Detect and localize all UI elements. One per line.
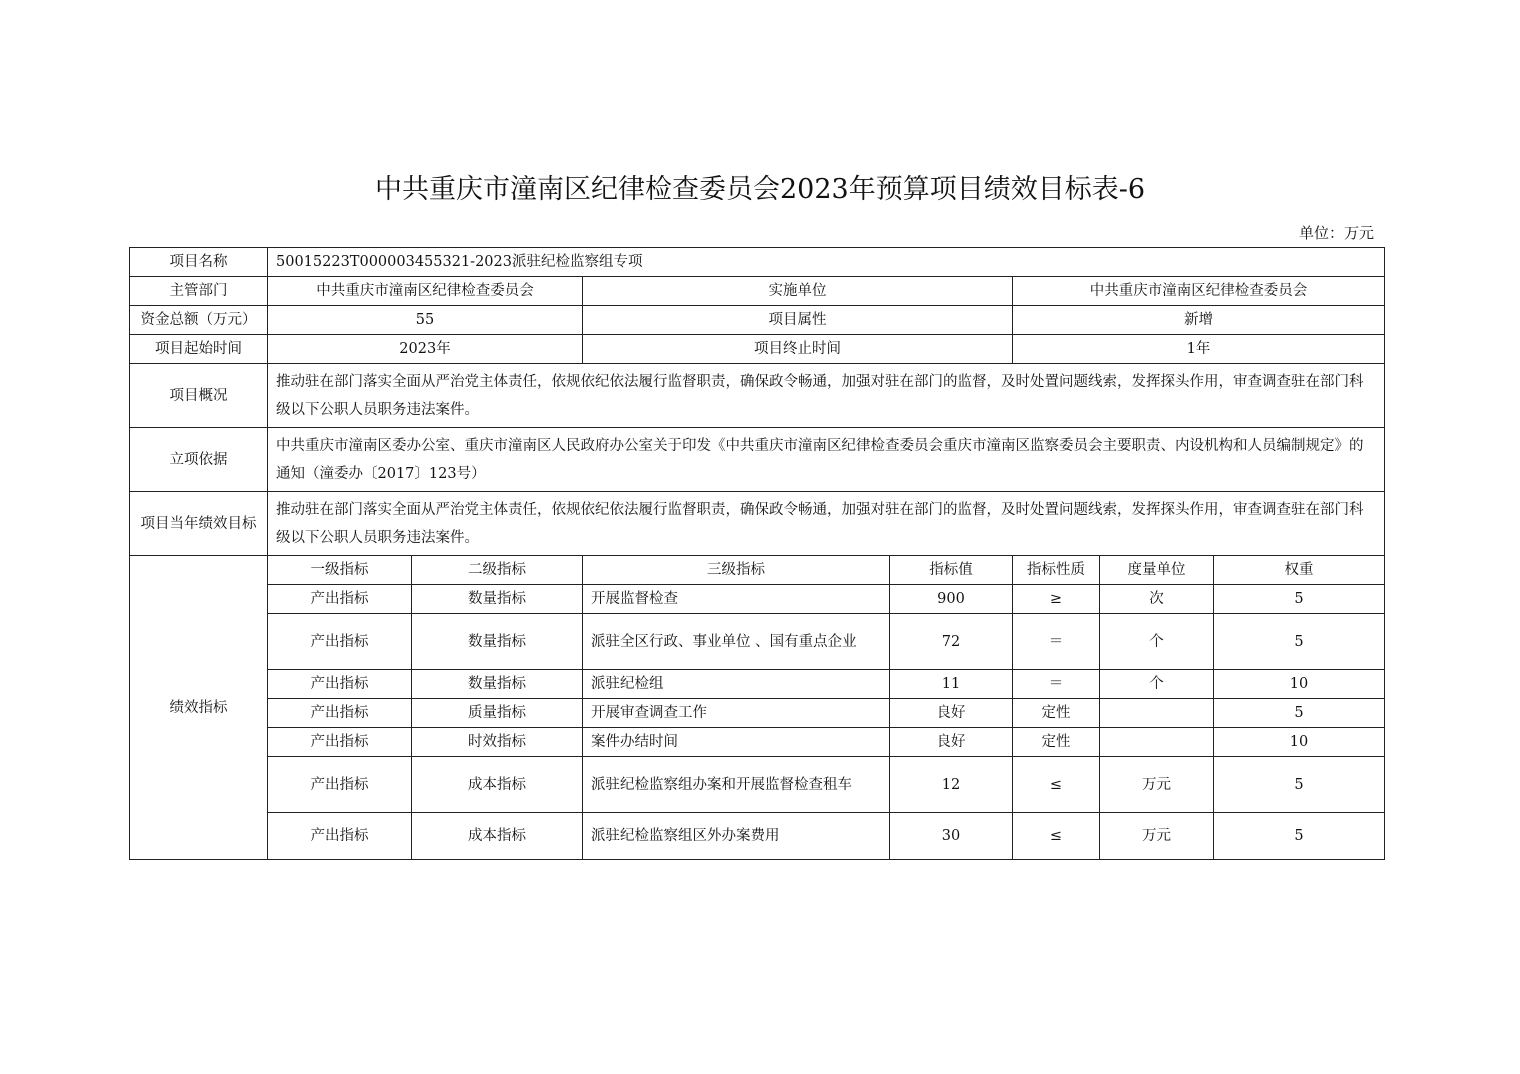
cell-unit: 万元	[1100, 757, 1214, 813]
cell-level2: 时效指标	[412, 728, 583, 757]
cell-level3: 派驻纪检监察组办案和开展监督检查租车	[583, 757, 890, 813]
table-row	[130, 757, 1385, 813]
cell-level1: 产出指标	[268, 757, 412, 813]
row-project-name	[130, 248, 1385, 277]
table-row	[130, 614, 1385, 670]
header-level3: 三级指标	[583, 556, 890, 585]
cell-weight: 5	[1214, 585, 1385, 614]
table-row	[130, 728, 1385, 757]
cell-level2: 数量指标	[412, 585, 583, 614]
cell-value: 11	[890, 670, 1013, 699]
cell-nature: 定性	[1013, 728, 1100, 757]
cell-level2: 数量指标	[412, 670, 583, 699]
start-value: 2023年	[268, 335, 583, 364]
header-weight: 权重	[1214, 556, 1385, 585]
overview-value: 推动驻在部门落实全面从严治党主体责任，依规依纪依法履行监督职责，确保政令畅通，加强对驻在部门的监督，及时处置问题线索，发挥探头作用，审查调查驻在部门科级以下公职人员职务违法案件。	[268, 364, 1385, 428]
overview-label: 项目概况	[130, 364, 268, 428]
project-name-value: 50015223T000003455321-2023派驻纪检监察组专项	[268, 248, 1385, 277]
row-time	[130, 335, 1385, 364]
cell-unit: 次	[1100, 585, 1214, 614]
cell-weight: 5	[1214, 699, 1385, 728]
cell-unit: 个	[1100, 614, 1214, 670]
cell-weight: 5	[1214, 614, 1385, 670]
goal-value: 推动驻在部门落实全面从严治党主体责任，依规依纪依法履行监督职责，确保政令畅通，加强对驻在部门的监督，及时处置问题线索，发挥探头作用，审查调查驻在部门科级以下公职人员职务违法案件。	[268, 492, 1385, 556]
project-name-label: 项目名称	[130, 248, 268, 277]
attr-label: 项目属性	[583, 306, 1013, 335]
cell-unit: 万元	[1100, 813, 1214, 860]
indicators-section-label: 绩效指标	[130, 556, 268, 860]
cell-level3: 开展审查调查工作	[583, 699, 890, 728]
row-overview	[130, 364, 1385, 428]
page-title: 中共重庆市潼南区纪律检查委员会2023年预算项目绩效目标表-6	[374, 174, 1145, 205]
cell-weight: 5	[1214, 813, 1385, 860]
impl-value: 中共重庆市潼南区纪律检查委员会	[1013, 277, 1385, 306]
cell-nature: ≥	[1013, 585, 1100, 614]
cell-level3: 派驻纪检监察组区外办案费用	[583, 813, 890, 860]
cell-level2: 成本指标	[412, 813, 583, 860]
header-level2: 二级指标	[412, 556, 583, 585]
cell-nature: ≤	[1013, 757, 1100, 813]
end-value: 1年	[1013, 335, 1385, 364]
header-unit: 度量单位	[1100, 556, 1214, 585]
impl-label: 实施单位	[583, 277, 1013, 306]
row-goal	[130, 492, 1385, 556]
cell-weight: 5	[1214, 757, 1385, 813]
cell-level1: 产出指标	[268, 585, 412, 614]
performance-target-table	[129, 247, 1385, 860]
cell-level1: 产出指标	[268, 699, 412, 728]
cell-level1: 产出指标	[268, 813, 412, 860]
cell-nature: ＝	[1013, 670, 1100, 699]
funds-label: 资金总额（万元）	[130, 306, 268, 335]
indicator-header-row	[130, 556, 1385, 585]
start-label: 项目起始时间	[130, 335, 268, 364]
cell-level3: 案件办结时间	[583, 728, 890, 757]
basis-value: 中共重庆市潼南区委办公室、重庆市潼南区人民政府办公室关于印发《中共重庆市潼南区纪律检查委员会重庆市潼南区监察委员会主要职责、内设机构和人员编制规定》的通知（潼委办〔2017〕123号）	[268, 428, 1385, 492]
end-label: 项目终止时间	[583, 335, 1013, 364]
row-department	[130, 277, 1385, 306]
attr-value: 新增	[1013, 306, 1385, 335]
cell-level3: 派驻纪检组	[583, 670, 890, 699]
goal-label: 项目当年绩效目标	[130, 492, 268, 556]
cell-value: 良好	[890, 728, 1013, 757]
cell-level2: 质量指标	[412, 699, 583, 728]
cell-level1: 产出指标	[268, 728, 412, 757]
table-row	[130, 585, 1385, 614]
unit-label: 单位：万元	[1298, 224, 1374, 242]
cell-value: 良好	[890, 699, 1013, 728]
basis-label: 立项依据	[130, 428, 268, 492]
cell-value: 12	[890, 757, 1013, 813]
cell-nature: 定性	[1013, 699, 1100, 728]
cell-level3: 派驻全区行政、事业单位 、国有重点企业	[583, 614, 890, 670]
row-funds	[130, 306, 1385, 335]
row-basis	[130, 428, 1385, 492]
cell-level1: 产出指标	[268, 614, 412, 670]
cell-nature: ＝	[1013, 614, 1100, 670]
cell-unit: 个	[1100, 670, 1214, 699]
cell-weight: 10	[1214, 728, 1385, 757]
cell-level2: 成本指标	[412, 757, 583, 813]
header-nature: 指标性质	[1013, 556, 1100, 585]
cell-weight: 10	[1214, 670, 1385, 699]
cell-nature: ≤	[1013, 813, 1100, 860]
cell-value: 30	[890, 813, 1013, 860]
cell-level1: 产出指标	[268, 670, 412, 699]
cell-unit	[1100, 699, 1214, 728]
cell-level3: 开展监督检查	[583, 585, 890, 614]
cell-unit	[1100, 728, 1214, 757]
table-row	[130, 670, 1385, 699]
cell-value: 900	[890, 585, 1013, 614]
cell-value: 72	[890, 614, 1013, 670]
cell-level2: 数量指标	[412, 614, 583, 670]
dept-value: 中共重庆市潼南区纪律检查委员会	[268, 277, 583, 306]
dept-label: 主管部门	[130, 277, 268, 306]
table-row	[130, 813, 1385, 860]
header-value: 指标值	[890, 556, 1013, 585]
funds-value: 55	[268, 306, 583, 335]
header-level1: 一级指标	[268, 556, 412, 585]
table-row	[130, 699, 1385, 728]
